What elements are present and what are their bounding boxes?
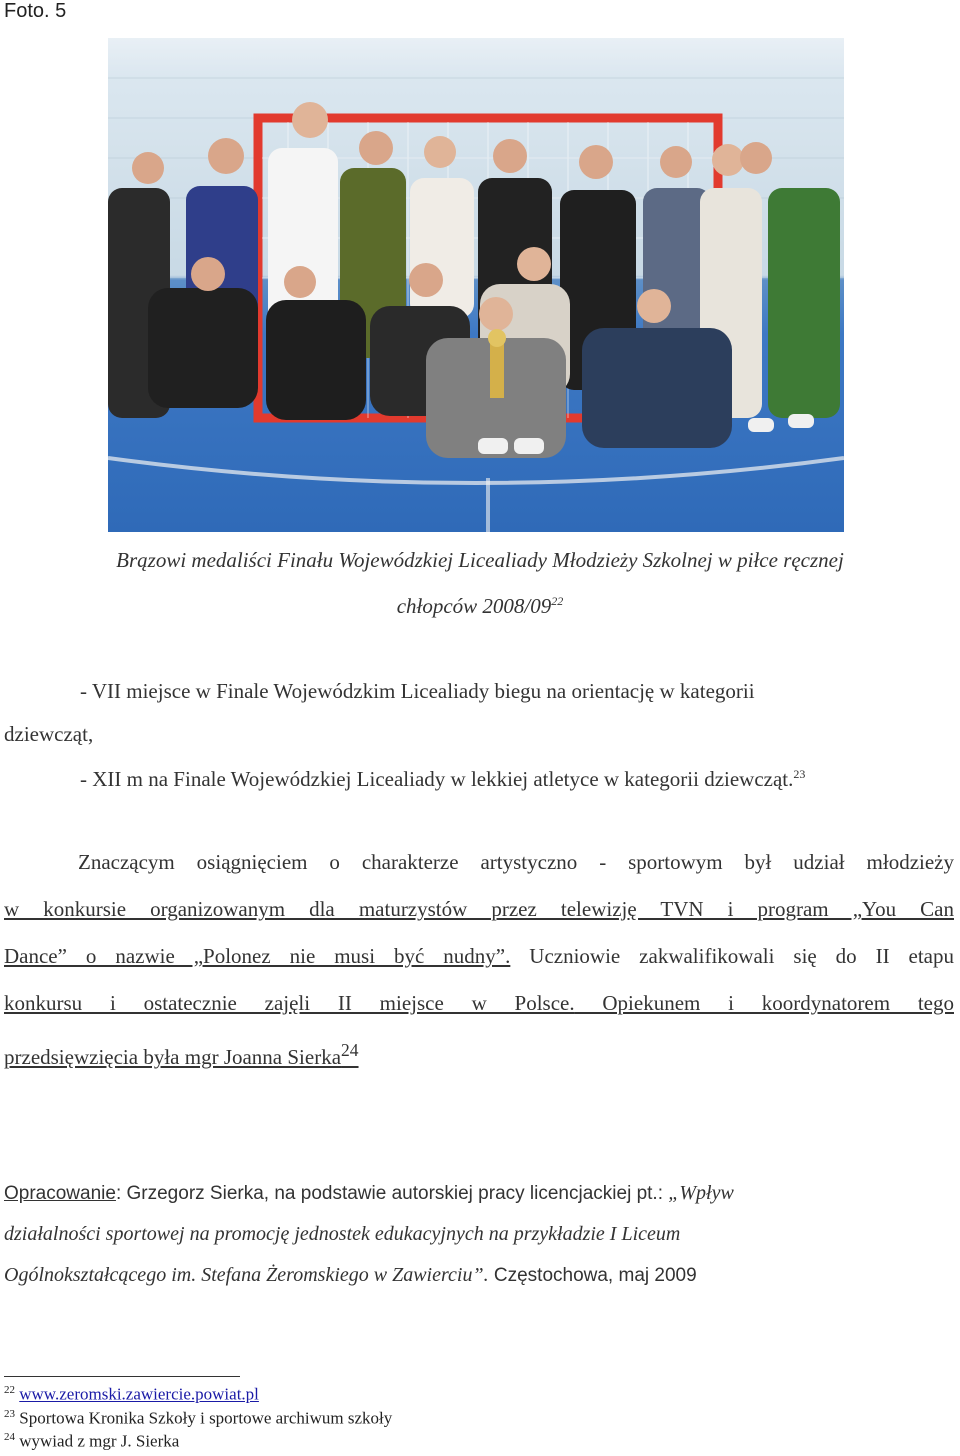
paragraph-line-5-text: przedsięwzięcia była mgr Joanna Sierka xyxy=(4,1045,342,1069)
credit-place-date: Częstochowa, maj 2009 xyxy=(488,1265,697,1286)
credit-title-part-1: „Wpływ xyxy=(668,1182,734,1204)
credit-title-part-2: działalności sportowej na promocję jednostek edukacyjnych na przykładzie I Liceum xyxy=(4,1223,681,1245)
achievement-paragraph xyxy=(4,839,954,1081)
credit-line-1 xyxy=(4,1173,944,1214)
footnote-24 xyxy=(4,1431,179,1452)
paragraph-line-3-underlined: Dance” o nazwie „Polonez nie musi być nudny”. xyxy=(4,944,511,968)
paragraph-line-5 xyxy=(4,1027,954,1081)
trophy xyxy=(488,329,506,398)
paragraph-line-4-rest: Opiekunem i koordynatorem tego xyxy=(574,991,954,1015)
footnote-separator xyxy=(4,1376,240,1377)
credit-title-part-3: Ogólnokształcącego im. Stefana Żeromskiego w Zawierciu”. xyxy=(4,1264,489,1286)
footnote-link[interactable]: www.zeromski.zawiercie.powiat.pl xyxy=(19,1384,259,1404)
credit-line-2 xyxy=(4,1214,944,1255)
paragraph-line-3 xyxy=(4,933,954,980)
footnote-22 xyxy=(4,1384,259,1405)
photo-caption-line-1: Brązowi medaliści Finału Wojewódzkiej Licealiady Młodzieży Szkolnej w piłce ręcznej xyxy=(116,548,844,572)
footnote-ref-22: 22 xyxy=(551,594,564,608)
result-item-2 xyxy=(80,767,805,792)
credit-label: Opracowanie xyxy=(4,1183,116,1204)
result-item-1-line-2: dziewcząt, xyxy=(4,722,94,746)
paragraph-line-2: w konkursie organizowanym dla maturzystów przez telewizję TVN i program „You Can xyxy=(4,897,954,921)
footnote-ref-24: 24 xyxy=(341,1040,359,1060)
credit-block xyxy=(4,1173,944,1296)
team-photo-illustration xyxy=(108,38,844,532)
paragraph-line-4 xyxy=(4,980,954,1027)
caption-text: chłopców 2008/09 xyxy=(396,594,552,618)
credit-text: : Grzegorz Sierka, na podstawie autorskiej pracy licencjackiej pt.: xyxy=(115,1183,669,1204)
footnote-number: 24 xyxy=(4,1431,15,1443)
photo-label: Foto. 5 xyxy=(4,0,67,22)
footnote-23 xyxy=(4,1408,392,1429)
credit-line-3 xyxy=(4,1255,944,1296)
paragraph-line-1: Znaczącym osiągnięciem o charakterze artystyczno - sportowym był udział młodzieży xyxy=(78,850,954,874)
paragraph-line-4-underlined: konkursu i ostatecznie zajęli II miejsce w Polsce. xyxy=(4,991,575,1015)
photo-caption-line-2 xyxy=(0,594,960,619)
footnote-number: 22 xyxy=(4,1384,15,1396)
result-item-2-text: - XII m na Finale Wojewódzkiej Licealiady w lekkiej atletyce w kategorii dziewcząt. xyxy=(80,767,794,791)
footnote-text: wywiad z mgr J. Sierka xyxy=(19,1431,180,1451)
paragraph-line-3-rest: Uczniowie zakwalifikowali się do II etapu xyxy=(510,944,954,968)
team-photo xyxy=(108,38,844,532)
footnote-number: 23 xyxy=(4,1408,15,1420)
footnote-text: Sportowa Kronika Szkoły i sportowe archiwum szkoły xyxy=(19,1408,393,1428)
footnote-ref-23: 23 xyxy=(793,767,806,781)
result-item-1-line-1: - VII miejsce w Finale Wojewódzkim Licealiady biegu na orientację w kategorii xyxy=(80,679,755,703)
